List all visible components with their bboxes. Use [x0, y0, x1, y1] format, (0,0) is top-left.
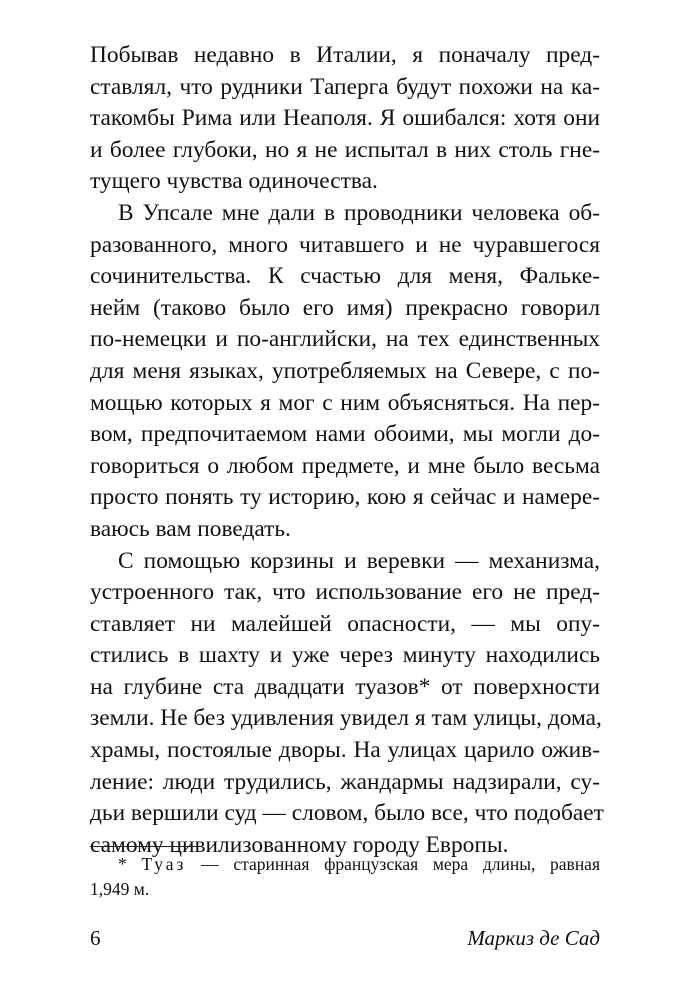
text-line: ление: люди трудились, жандармы надзирали, су-: [90, 768, 600, 795]
text-line: ставлял, что рудники Таперга будут похожи на ка-: [90, 73, 600, 100]
main-text: [90, 40, 604, 861]
text-line: дьи вершили суд — словом, было все, что подобает: [90, 800, 604, 827]
text-line: ваюсь вам поведать.: [90, 515, 291, 542]
text-line: ставляет ни малейшей опасности, — мы опу-: [90, 610, 600, 637]
text-line: разованного, много читавшего и не чуравшегося: [90, 231, 600, 258]
footnote-line: 1,949 м.: [90, 879, 150, 899]
footnote-definition: — старинная французская мера длины, равная: [186, 854, 601, 874]
page-number: 6: [90, 926, 101, 950]
text-line: вом, предпочитаемом нами обоими, мы могли до-: [90, 421, 600, 448]
text-line: Побывав недавно в Италии, я поначалу пред-: [90, 42, 600, 68]
text-line: стились в шахту и уже через минуту находились: [90, 642, 600, 669]
text-line: мощью которых я мог с ним объясняться. На пер-: [90, 389, 600, 416]
text-line: говориться о любом предмете, и мне было весьма: [90, 452, 600, 479]
text-line: тущего чувства одиночества.: [90, 168, 378, 195]
running-head: Маркиз де Сад: [467, 926, 600, 950]
text-line: земли. Не без удивления увидел я там улицы, дома,: [90, 705, 602, 732]
text-line: на глубине ста двадцати туазов* от поверхности: [90, 673, 600, 700]
text-line: устроенного так, что использование его не пред-: [90, 579, 600, 606]
text-line: храмы, постоялые дворы. На улицах царило ожив-: [90, 737, 600, 764]
text-line: просто понять ту историю, кою я сейчас и намере-: [90, 484, 600, 511]
footnote: [90, 852, 600, 902]
text-line: такомбы Рима или Неаполя. Я ошибался: хотя они: [90, 105, 600, 132]
text-line: нейм (таково было его имя) прекрасно говорил: [90, 294, 600, 321]
text-line: В Упсале мне дали в проводники человека об-: [118, 199, 600, 226]
footnote-rule: [90, 846, 202, 847]
footnote-line: [90, 852, 600, 877]
text-line: С помощью корзины и веревки — механизма,: [118, 547, 600, 574]
footnote-marker: *: [118, 854, 142, 874]
text-line: для меня языках, употребляемых на Севере, с по-: [90, 357, 600, 384]
text-line: сочинительства. К счастью для меня, Фальке-: [90, 263, 600, 290]
text-line: по-немецки и по-английски, на тех единственных: [90, 326, 600, 353]
text-line: самому цивилизованному городу Европы.: [90, 831, 509, 858]
footnote-term: Туаз: [141, 854, 187, 874]
text-line: и более глубоки, но я не испытал в них столь гне-: [90, 136, 600, 163]
